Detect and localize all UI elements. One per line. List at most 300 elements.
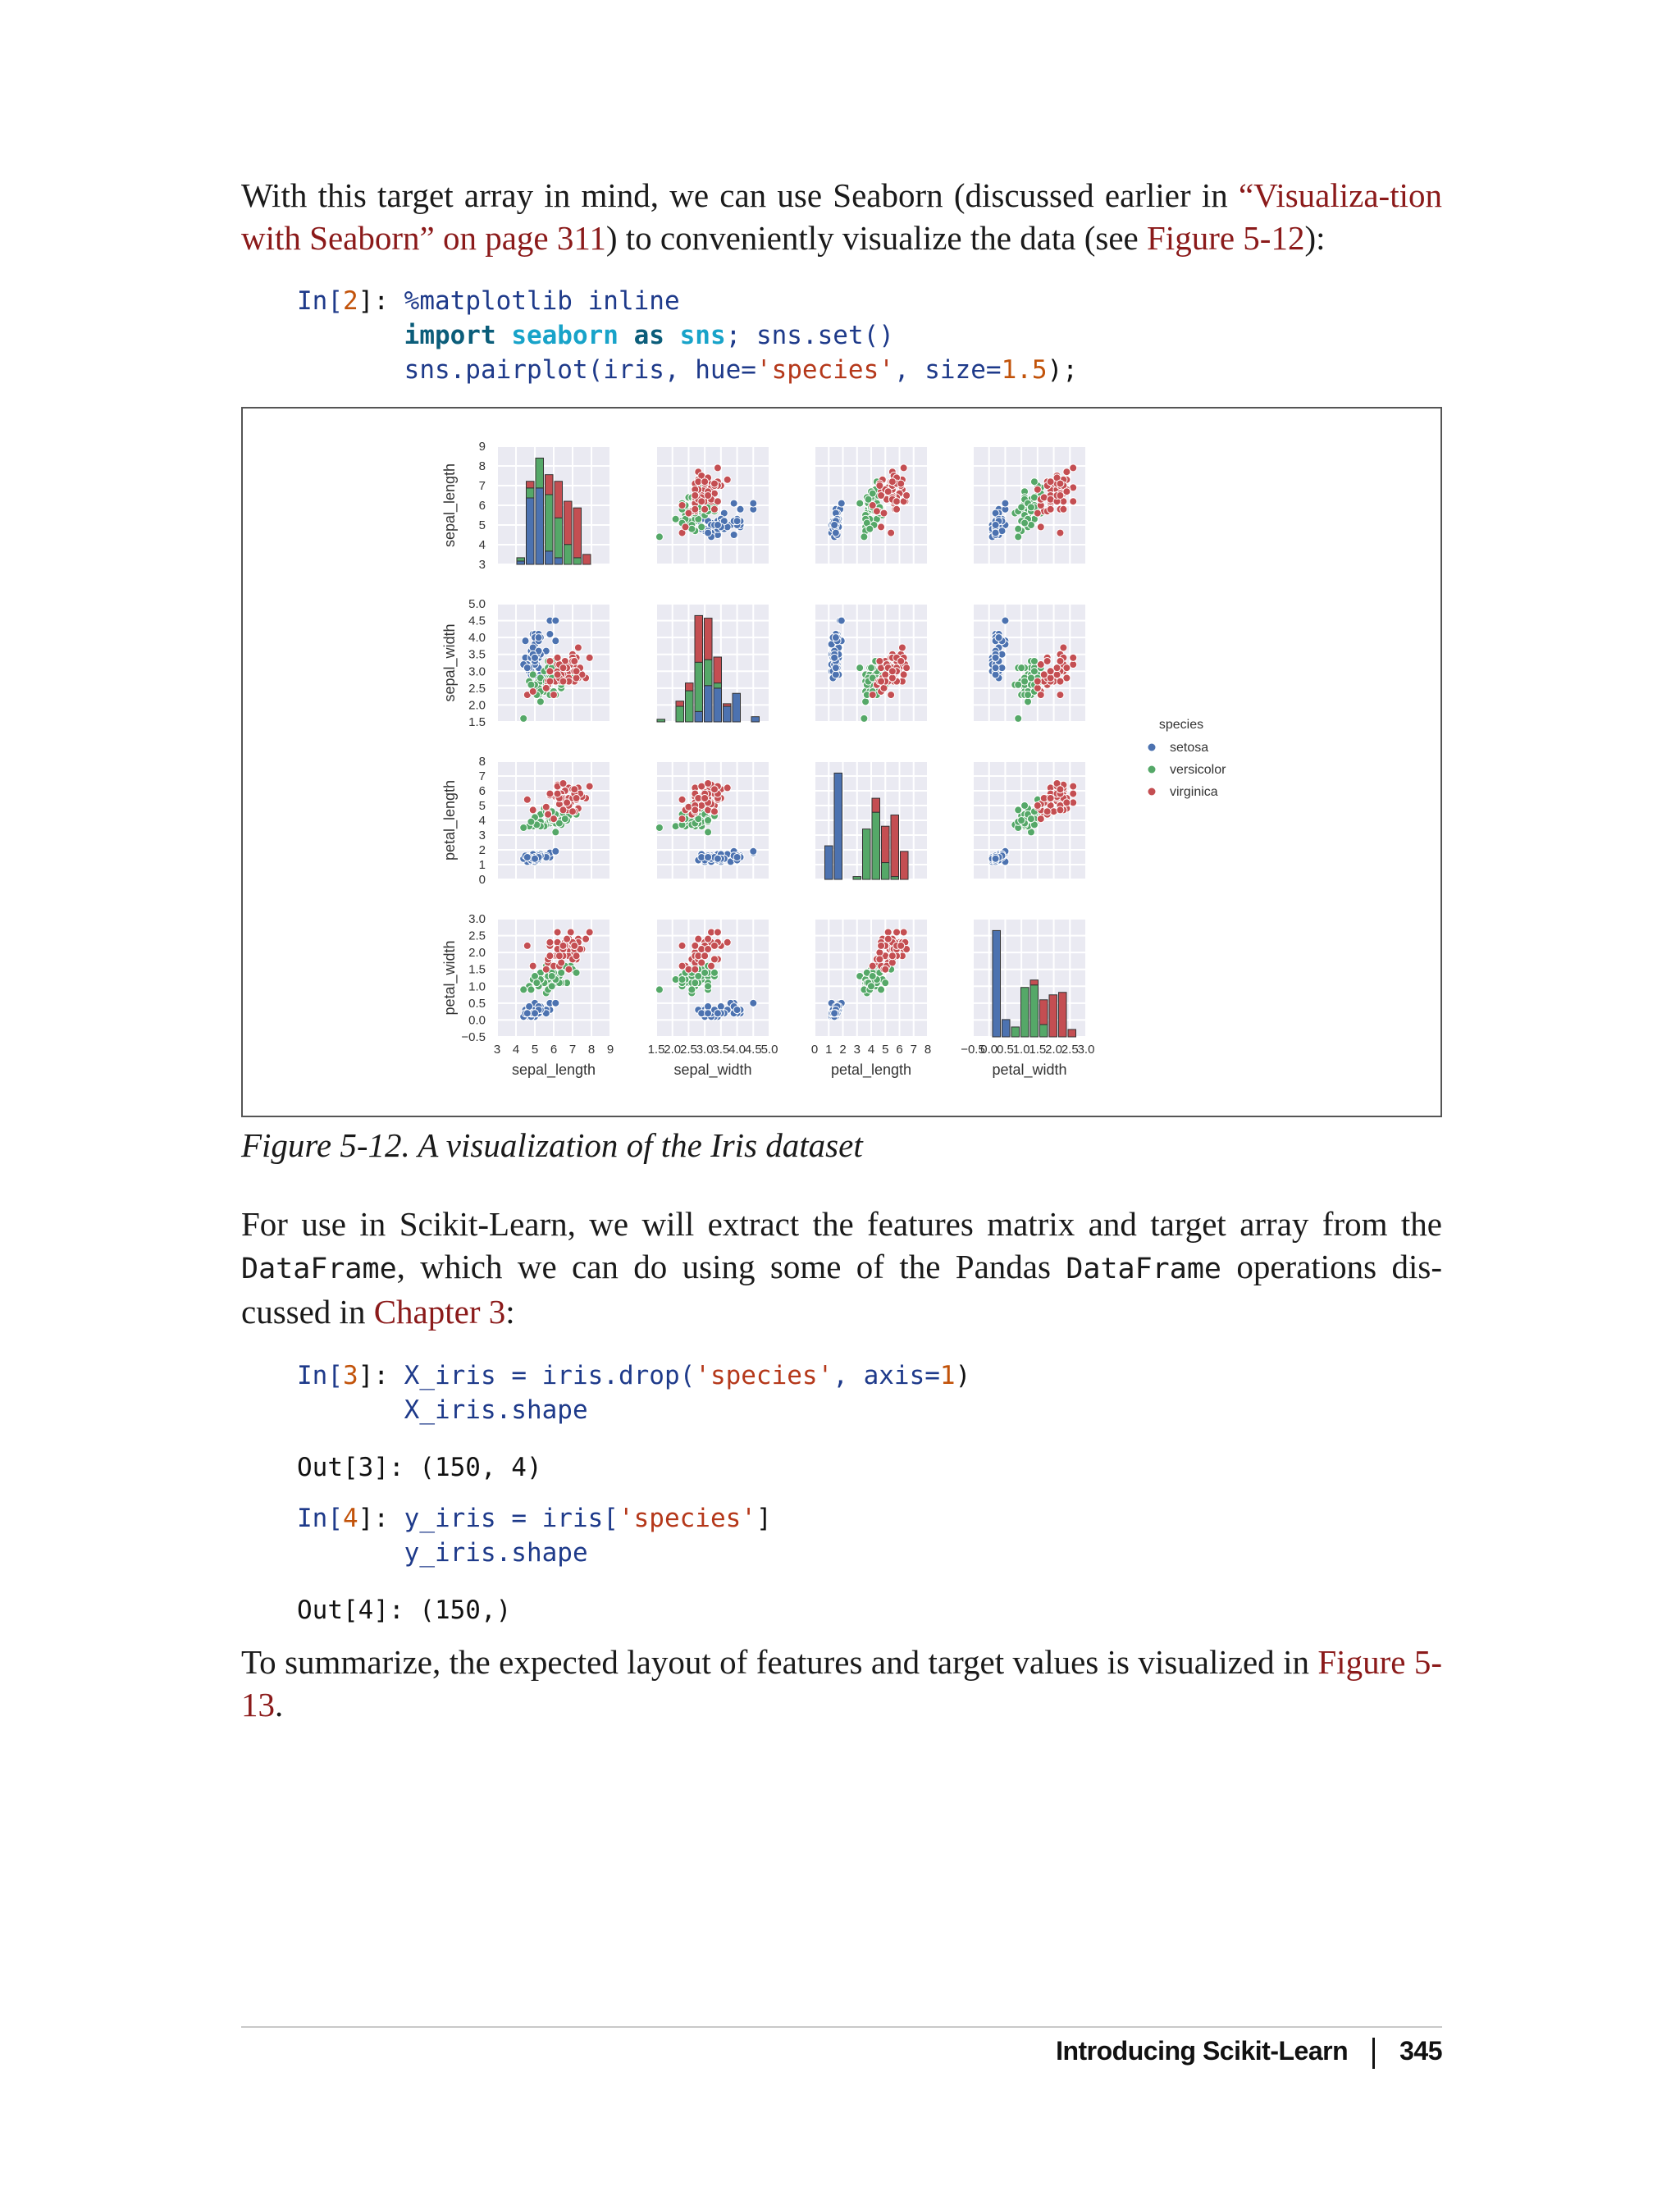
prompt-number: 3 (343, 1361, 358, 1390)
code-block-in4: In[4]: y_iris = iris['species'] y_iris.shape (297, 1504, 772, 1568)
scatter-point (1047, 795, 1054, 802)
scatter-point (705, 529, 712, 536)
scatter-point (573, 674, 580, 682)
scatter-point (714, 1010, 721, 1017)
scatter-point (1037, 815, 1044, 823)
y-tick-label: 5.0 (468, 597, 486, 611)
scatter-point (571, 786, 578, 793)
histogram-bar (527, 488, 535, 498)
scatter-point (710, 505, 718, 513)
scatter-point (876, 482, 883, 490)
code-text: y_iris.shape (404, 1538, 588, 1568)
scatter-point (682, 523, 689, 531)
scatter-point (1057, 806, 1064, 814)
x-tick-label: 4 (867, 1043, 875, 1057)
histogram-bar (695, 662, 703, 711)
scatter-point (876, 949, 883, 956)
scatter-point (710, 808, 718, 815)
scatter-point (692, 942, 699, 949)
y-axis-label: sepal_width (441, 623, 458, 702)
scatter-point (546, 631, 554, 638)
histogram-bar (686, 691, 694, 722)
scatter-point (705, 492, 712, 500)
histogram-bar (834, 773, 842, 879)
scatter-point (573, 969, 580, 976)
scatter-point (1043, 808, 1051, 815)
y-tick-label: 3.0 (468, 912, 486, 926)
scatter-point (992, 654, 999, 661)
scatter-point (548, 983, 555, 990)
x-tick-label: 7 (568, 1043, 577, 1057)
scatter-point (1021, 519, 1029, 527)
x-axis-label: sepal_width (673, 1061, 752, 1078)
scatter-point (705, 983, 712, 990)
scatter-point (832, 634, 839, 641)
scatter-point (698, 498, 705, 505)
scatter-point (1070, 783, 1077, 790)
scatter-point (992, 664, 999, 672)
y-tick-label: 8 (478, 459, 486, 473)
code-text: , axis= (833, 1361, 940, 1390)
scatter-point (1034, 486, 1041, 493)
histogram-bar (1021, 988, 1029, 1037)
figure-link[interactable]: Figure 5-12 (1147, 219, 1305, 257)
x-tick-label: 5.0 (760, 1043, 778, 1057)
scatter-point (868, 664, 875, 672)
scatter-point (582, 935, 590, 943)
scatter-point (714, 929, 721, 936)
scatter-point (750, 847, 757, 855)
scatter-point (678, 502, 686, 509)
chapter-link[interactable]: Chapter 3 (373, 1293, 506, 1331)
scatter-point (523, 796, 531, 803)
x-tick-label: 0 (810, 1043, 819, 1057)
histogram-bar (527, 498, 535, 564)
scatter-point (878, 986, 885, 993)
page-footer (1056, 2036, 1442, 2069)
scatter-point (564, 935, 571, 943)
y-tick-label: 7 (478, 769, 486, 783)
scatter-point (888, 692, 895, 699)
scatter-point (866, 525, 874, 532)
scatter-point (698, 523, 705, 531)
x-tick-label: 6 (896, 1043, 903, 1057)
scatter-point (1057, 492, 1064, 500)
scatter-point (710, 786, 718, 793)
scatter-point (1070, 464, 1077, 472)
histogram-bar (1068, 1029, 1076, 1037)
scatter-point (1015, 525, 1022, 532)
code-number: 1 (939, 1361, 956, 1390)
scatter-point (714, 522, 721, 529)
x-tick-label: 1.5 (647, 1043, 665, 1057)
scatter-point (737, 505, 744, 513)
histogram-bar (1030, 980, 1039, 985)
histogram-bar (1011, 1027, 1020, 1037)
figure-caption: Figure 5-12. A visualization of the Iris dataset (241, 1126, 863, 1164)
scatter-point (724, 938, 731, 946)
x-tick-label: 5 (882, 1043, 889, 1057)
y-tick-label: −0.5 (461, 1030, 486, 1044)
scatter-point (586, 929, 593, 936)
scatter-point (688, 986, 696, 993)
code-text: ; sns.set() (725, 321, 894, 350)
scatter-point (532, 1010, 539, 1017)
code-text: ) (955, 1361, 971, 1390)
y-tick-label: 9 (478, 440, 486, 454)
scatter-point (992, 529, 999, 536)
x-tick-label: 0.5 (996, 1043, 1014, 1057)
scatter-point (1057, 786, 1064, 793)
scatter-point (692, 505, 699, 513)
scatter-point (705, 1002, 712, 1010)
scatter-point (571, 657, 578, 664)
scatter-point (876, 956, 883, 963)
code-text: , size= (893, 355, 1002, 385)
prompt: In[ (297, 286, 343, 316)
scatter-point (542, 803, 550, 810)
scatter-point (527, 818, 535, 825)
histogram-bar (714, 683, 722, 688)
histogram-bar (872, 798, 880, 812)
histogram-bar (527, 482, 535, 488)
scatter-point (750, 500, 757, 507)
y-tick-label: 3 (478, 829, 486, 842)
scatter-point (882, 966, 889, 973)
histogram-bar (517, 558, 525, 561)
y-tick-label: 0.5 (468, 996, 486, 1011)
x-tick-label: 3 (493, 1043, 501, 1057)
scatter-point (882, 979, 889, 987)
histogram-bar (1040, 1000, 1048, 1025)
scatter-point (992, 855, 999, 862)
x-tick-label: 8 (924, 1043, 932, 1057)
histogram-bar (695, 711, 703, 722)
y-tick-label: 3.5 (468, 647, 486, 662)
scatter-point (1060, 505, 1067, 513)
histogram-bar (705, 660, 713, 686)
scatter-point (523, 1010, 531, 1017)
histogram-bar (573, 558, 582, 564)
code-text: X_iris = iris.drop( (404, 1361, 696, 1390)
scatter-point (527, 681, 535, 688)
para-text: ) to conveniently visualize the data (see (605, 219, 1147, 257)
scatter-point (1057, 529, 1064, 536)
scatter-point (882, 671, 889, 678)
scatter-point (554, 671, 561, 678)
scatter-point (900, 929, 907, 936)
code-block-in3: In[3]: X_iris = iris.drop('species', axis=1) X_iris.shape (297, 1361, 971, 1425)
scatter-point (856, 664, 864, 672)
scatter-point (586, 654, 593, 661)
scatter-point (565, 966, 573, 973)
scatter-point (730, 532, 737, 539)
histogram-bar (882, 863, 890, 879)
scatter-point (529, 671, 536, 678)
x-tick-label: 0.0 (980, 1043, 998, 1057)
scatter-point (862, 698, 870, 705)
scatter-point (685, 509, 692, 517)
scatter-point (733, 518, 741, 525)
scatter-point (705, 817, 712, 824)
x-tick-label: 2 (839, 1043, 847, 1057)
histogram-bar (546, 495, 554, 551)
scatter-point (730, 500, 737, 507)
scatter-point (698, 959, 705, 966)
legend-marker (1148, 744, 1156, 751)
scatter-point (655, 533, 663, 541)
scatter-point (529, 962, 536, 970)
scatter-point (900, 464, 907, 472)
code-magic: %matplotlib inline (404, 286, 680, 316)
histogram-bar (714, 657, 722, 683)
x-tick-label: 2.5 (679, 1043, 697, 1057)
scatter-point (710, 956, 718, 963)
cross-reference-link[interactable]: “Visualiza-tion with Seaborn” on page 311 (241, 176, 1442, 257)
scatter-point (678, 976, 686, 984)
code-output-out4: Out[4]: (150,) (297, 1596, 512, 1625)
scatter-point (1018, 664, 1025, 672)
histogram-bar (573, 508, 582, 558)
histogram-bar (705, 619, 713, 660)
scatter-point (869, 692, 876, 699)
legend-label: setosa (1170, 741, 1209, 755)
scatter-point (533, 979, 541, 987)
scatter-point (714, 855, 721, 862)
scatter-point (536, 698, 544, 705)
scatter-point (1034, 684, 1041, 692)
scatter-point (701, 795, 709, 802)
scatter-point (888, 959, 896, 966)
scatter-point (878, 942, 885, 949)
code-text: sns.pairplot(iris, hue= (404, 355, 756, 385)
x-tick-label: 2.0 (664, 1043, 682, 1057)
scatter-point (888, 529, 895, 536)
scatter-point (1063, 799, 1071, 806)
scatter-point (878, 523, 885, 531)
scatter-point (542, 966, 550, 973)
histogram-bar (555, 518, 563, 558)
scatter-point (546, 668, 554, 675)
histogram-bar (1030, 985, 1039, 1037)
para-text: : (505, 1293, 515, 1331)
histogram-bar (657, 719, 665, 722)
page-number: 345 (1399, 2036, 1442, 2066)
inline-code: DataFrame (1066, 1253, 1221, 1285)
x-tick-label: −0.5 (961, 1043, 985, 1057)
scatter-point (733, 1007, 741, 1014)
scatter-point (832, 529, 839, 536)
scatter-point (869, 962, 876, 970)
histogram-bar (901, 851, 909, 879)
x-tick-label: 2.0 (1045, 1043, 1063, 1057)
scatter-point (832, 671, 839, 678)
x-tick-label: 4.5 (744, 1043, 762, 1057)
scatter-point (559, 664, 567, 672)
code-string: 'species' (695, 1361, 833, 1390)
scatter-point (552, 999, 559, 1007)
scatter-point (559, 678, 567, 685)
scatter-point (878, 678, 885, 685)
scatter-point (1030, 478, 1038, 486)
scatter-point (869, 490, 876, 497)
scatter-point (546, 678, 554, 685)
figure-link[interactable]: Figure 5-13 (241, 1643, 1442, 1723)
y-tick-label: 2 (478, 843, 486, 857)
x-tick-label: 8 (587, 1043, 596, 1057)
code-text: ); (1047, 355, 1078, 385)
y-tick-label: 0 (478, 873, 486, 887)
prompt-number: 2 (343, 286, 358, 316)
scatter-point (888, 952, 896, 960)
scatter-point (1057, 657, 1064, 664)
scatter-point (692, 979, 699, 987)
scatter-point (573, 668, 580, 675)
y-tick-label: 1.5 (468, 962, 486, 977)
code-string: 'species' (756, 355, 894, 385)
x-axis-label: sepal_length (511, 1061, 596, 1078)
scatter-point (559, 780, 567, 788)
code-block-in2 (297, 284, 1078, 387)
scatter-point (567, 929, 574, 936)
scatter-point (705, 854, 712, 861)
histogram-bar (872, 812, 880, 879)
para-text: With this target array in mind, we can use Seaborn (discussed earlier in (241, 176, 1239, 214)
code-keyword: as (633, 321, 664, 350)
histogram-bar (891, 815, 899, 877)
scatter-point (888, 478, 896, 486)
scatter-point (724, 784, 731, 792)
scatter-point (701, 478, 709, 486)
scatter-point (1034, 509, 1041, 517)
histogram-bar (546, 551, 554, 564)
y-tick-label: 5 (478, 518, 486, 532)
scatter-point (529, 687, 536, 695)
y-axis-label: petal_length (441, 779, 458, 861)
scatter-point (701, 505, 709, 513)
legend-marker (1148, 788, 1156, 796)
y-tick-label: 5 (478, 799, 486, 813)
scatter-point (884, 488, 892, 495)
x-axis-label: petal_length (830, 1061, 912, 1078)
scatter-point (1063, 488, 1071, 495)
x-tick-label: 1 (825, 1043, 833, 1057)
scatter-point (1057, 678, 1064, 685)
scatter-point (678, 942, 686, 949)
scatter-point (714, 498, 721, 505)
scatter-point (1018, 504, 1025, 511)
x-tick-label: 3 (853, 1043, 861, 1057)
scatter-point (1037, 692, 1044, 699)
features-paragraph (241, 1203, 1442, 1333)
scatter-point (856, 500, 864, 507)
code-text: y_iris = iris[ (404, 1504, 619, 1533)
scatter-point (868, 983, 875, 990)
scatter-point (1015, 806, 1022, 814)
legend-marker (1148, 766, 1156, 774)
scatter-point (546, 790, 554, 797)
scatter-point (897, 480, 905, 487)
scatter-point (559, 942, 567, 949)
y-tick-label: 1.5 (468, 715, 486, 729)
histogram-bar (1002, 1020, 1011, 1037)
scatter-point (1057, 480, 1064, 487)
scatter-point (523, 942, 531, 949)
scatter-point (878, 492, 885, 500)
scatter-point (831, 1010, 838, 1017)
y-tick-label: 7 (478, 479, 486, 493)
scatter-point (705, 829, 712, 836)
scatter-point (678, 815, 686, 823)
para-text: ): (1304, 219, 1326, 257)
histogram-bar (993, 930, 1001, 1037)
legend-label: virginica (1170, 785, 1218, 799)
scatter-point (523, 854, 531, 861)
y-axis-label: petal_width (441, 940, 458, 1016)
scatter-point (564, 799, 571, 806)
scatter-point (527, 986, 535, 993)
scatter-point (861, 714, 868, 722)
scatter-point (903, 664, 911, 672)
scatter-point (574, 644, 582, 651)
code-module: seaborn (511, 321, 619, 350)
histogram-bar (751, 717, 760, 722)
histogram-bar (733, 693, 741, 722)
histogram-bar (825, 846, 833, 879)
scatter-point (884, 929, 892, 936)
para-text: operations dis-cussed in (241, 1248, 1442, 1331)
scatter-point (1063, 468, 1071, 476)
scatter-point (523, 664, 531, 672)
scatter-point (897, 657, 905, 664)
scatter-point (571, 942, 578, 949)
scatter-point (893, 929, 901, 936)
code-string: 'species' (618, 1504, 756, 1533)
x-tick-label: 3.0 (696, 1043, 714, 1057)
scatter-point (542, 684, 550, 692)
scatter-point (903, 492, 911, 500)
scatter-point (880, 684, 888, 692)
scatter-point (692, 806, 699, 814)
scatter-point (558, 959, 565, 966)
scatter-point (832, 664, 839, 672)
prompt-number: 4 (343, 1504, 358, 1533)
histogram-bar (564, 545, 573, 564)
y-tick-label: 1 (478, 858, 486, 872)
scatter-point (546, 657, 554, 664)
para-text: To summarize, the expected layout of features and target values is visualized in (241, 1643, 1318, 1681)
scatter-point (831, 522, 838, 529)
histogram-bar (564, 501, 573, 545)
histogram-bar (546, 475, 554, 495)
scatter-point (522, 637, 529, 645)
inline-code: DataFrame (241, 1253, 397, 1285)
scatter-point (1047, 478, 1054, 486)
scatter-point (692, 492, 699, 500)
x-tick-label: 3.0 (1077, 1043, 1095, 1057)
y-tick-label: 4.5 (468, 614, 486, 628)
y-tick-label: 3 (478, 558, 486, 572)
scatter-point (1015, 533, 1022, 541)
scatter-point (701, 952, 709, 960)
y-tick-label: 6 (478, 499, 486, 513)
histogram-bar (891, 877, 899, 879)
scatter-point (992, 522, 999, 529)
scatter-point (695, 935, 702, 943)
pairplot-chart (243, 409, 1440, 1116)
prompt: ]: (358, 286, 404, 316)
y-tick-label: 8 (478, 755, 486, 769)
